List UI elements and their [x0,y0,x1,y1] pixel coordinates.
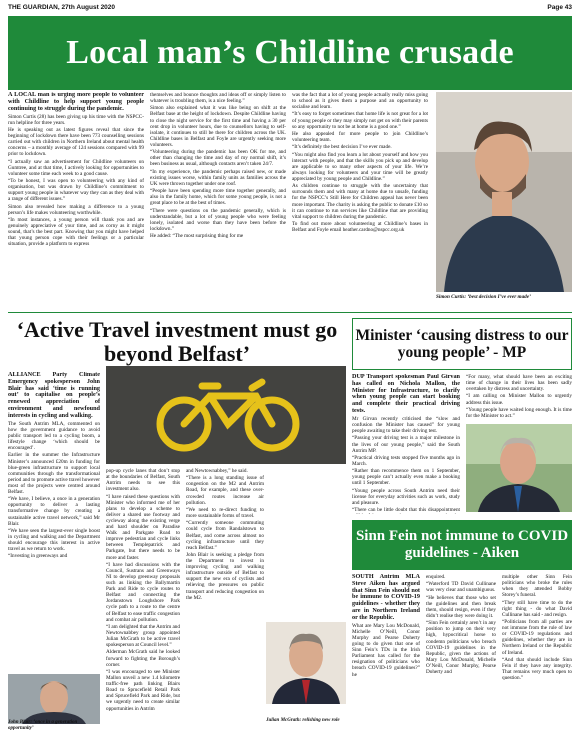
paragraph: The South Antrim MLA, commented on how the government guidance to avoid public transport led to a cycling boom, a lifestyle change ‘which should be encouraged’. [8,420,100,452]
paragraph: “He believes that those who set the guidelines and then break them, should resign, even if they didn’t realise they were doing it. [426,594,496,619]
childline-headline-banner [8,16,572,90]
minister-headline: Minister ‘causing distress to our young people’ - MP [355,327,569,361]
paragraph: Simon also revealed how making a difference to a young person’s life makes volunteering worthwhile. [8,203,144,216]
portrait-illustration [436,92,572,292]
paragraph: themselves and bounce thoughts and ideas off or simply listen to whatever is troubling them, is a nice feeling.” [150,92,286,105]
portrait-illustration [266,622,346,704]
minister-col-2 [466,374,572,422]
active-travel-article [8,372,346,724]
paragraph: “Practical driving tests stopped five months ago in March. [352,454,460,467]
paragraph: “There can be little doubt that this disappointment [352,507,460,514]
childline-caption: Simon Curtis: ‘best decision I’ve ever made’ [436,294,531,300]
sinn-fein-article [352,574,572,730]
paragraph: “In my experience, the pandemic perhaps raised new, or made existing issues worse, within family units as families across the UK were thrown together under one roof. [150,168,286,187]
paragraph: “For many, what should have been an exciting time of change in their lives has been sadly overtaken by distress and uncertainty. [466,374,572,393]
paragraph: “Passing your driving test is a major milestone in the lives of our young people,” said the South Antrim MP. [352,435,460,454]
minister-col-1 [352,374,460,514]
paragraph: What are Mary Lou McDonald, Michelle O’Neill, Conor Murphy and Pearse Doherty going to do given that one of Sinn Fein’s TDs in the Irish Parliament has called for the resignation of politicians who breach COVID-19 guidelines?” he [352,622,420,678]
sinn-fein-lead: SOUTH Antrim MLA Steve Aiken has argued that Sinn Fein should not be immune to COVID-19 guidelines - whether they are in Northern Ireland or the Republic. [352,574,420,621]
paragraph: “We need to re-direct funding to more sustainable forms of travel. [186,506,264,520]
paragraph: Simon also explained what it was like being on shift at the Belfast base at the height of lockdown. Despite Childline having to close the night service for the first time and having a 30 per cent drop in volunteer hours, due to counsellors having to self-isolate, it continues to still be there for children across the UK. Childline bases in Belfast and Foyle are urgently seeking more volunteers. [150,105,286,148]
paragraph: “Politicians from all parties are not immune from the rule of law or COVID-19 regulations and guidelines, whether they are in Northern Ireland or the Republic of Ireland. [502,619,572,656]
paragraph: pop-up cycle lanes that don’t stop at the boundaries of Belfast, South Antrim needs to see this investment also. [106,468,180,493]
minister-article [352,374,572,514]
section-divider [8,312,572,313]
sinn-fein-col-1 [352,574,420,730]
sinn-fein-headline-banner [352,520,572,570]
paragraph: “Rather than recommence them on 1 September, young people can’t actually even make a booking until 1 September. [352,468,460,487]
page-header [8,4,572,16]
paragraph: “People have been spending more time together generally, and also in the family home, which for some young people, is not a great place to be at the best of times. [150,188,286,207]
publication-date: THE GUARDIAN, 27th August 2020 [8,4,116,11]
paragraph: “Waterford TD David Cullinane was very clear and unambiguous. [426,581,496,594]
childline-col-2 [150,92,286,310]
paragraph: “It’s definitely the best decision I’ve ever made. [292,144,392,151]
paragraph: “Investing in greenways and [8,553,68,560]
paragraph: “I was encouraged to see Minister Mallon unveil a new 1.4 kilometre traffic-free path linking Blairs Road to Sprucefield Retail Park and Sprucefield Park and Ride, but we urgently need to create similar opportunities in Antrim [106,668,180,712]
paragraph: Mr Girvan recently criticised the “slow and confusion the Minister has caused” for young people awaiting to take their driving test. [352,415,460,435]
paragraph: and Newtownabbey,” he said. [186,468,248,474]
paragraph: “I have had discussions with the Council, Sustrans and Greenways NI to develop greenway proposals such as linking the Ballymartin Park and Ride to cycle routes to Belfast and connecting the Jordanstown Loughshore Park cycle path to a route to the centre of Belfast to ease traffic congestion and combat air pollution. [106,561,180,623]
paragraph: Earlier in the summer the Infrastructure Minister’s announced £20m in funding for blue-green infrastructure to support local communities through the transformational period and to promote active travel however most of the projects were centred around Belfast. [8,452,100,495]
paragraph: To find out more about volunteering at Childline’s bases in Belfast and Foyle email heather.cardno@nspcc.org.uk [292,221,428,234]
paragraph: “And that should include Sinn Fein if they have any integrity. That remains very much open to question.” [502,656,572,682]
paragraph: Alderman McGrath said he looked forward to fighting the Borough’s corner. [106,649,180,668]
paragraph: enquired. [426,574,446,580]
minister-headline-box [352,318,572,370]
paragraph: “We have, I believe, a once in a generation opportunity to deliver a lasting transformative change by creating a sustainable active travel network,” said Mr Blair. [8,496,100,527]
paragraph: “Currently someone commuting could cycle from Randalstown to Belfast, and come across almost no cycling infrastructure until they reach Belfast.” [186,520,264,551]
paragraph: multiple other Sinn Fein politicians who broke the rules when they attended Bobby Storey’s funeral. [502,574,572,599]
portrait-illustration [466,424,572,512]
julian-mcgrath-photo [266,622,346,704]
sinn-fein-col-3 [502,574,572,730]
active-travel-col-2 [106,468,180,716]
paragraph: “I have raised these questions with Minister who informed me of her plans to develop a scheme to deliver a shared use footway and cycleway along the existing verge and hard shoulder on Paradise Walk and Parkgate Road to improve pedestrian and cycle links between Templepatrick and Parkgate, but there needs to be more and faster. [106,493,180,561]
childline-col-1 [8,92,144,310]
paragraph: He is speaking out as latest figures reveal that since the beginning of lockdown there have been 773 counselling sessions carried out with children in Northern Ireland about mental health concerns – a monthly average of 124 sessions compared with 99 prior to lockdown. [8,126,144,158]
paragraph: “Volunteering during the pandemic has been OK for me, and other than changing the time and day of my normal shift, it’s been business as usual, although contacts aren’t taken 24/7. [150,149,286,168]
paragraph: “It’s easy to forget sometimes that home life is not great for a lot of young people or they may simply not get on with their parents so any opportunity to not be at home is a good one.” [292,111,428,130]
active-travel-col-1 [8,372,100,672]
childline-lead: A LOCAL man is urging more people to volunteer with Childline to help support young people continuing to struggle during the pandemic. [8,92,144,112]
paragraph: “I am calling on Minister Mallon to urgently address this issue. [466,393,572,406]
active-travel-headline: ‘Active Travel investment must go beyond Belfast’ [16,317,338,366]
paul-girvan-photo [466,424,572,512]
paragraph: “In most instances, a young person will thank you and are genuinely appreciative of your time, and as corny as it might sound, that’s the best part. Knowing that you might have helped that young person cope with their feelings or a particular situation, provide a platform to express [8,217,144,248]
paragraph: was the fact that a lot of young people actually really miss going to school as it gives them a purpose and an opportunity to socialise and learn. [292,92,428,111]
paragraph: Simon Curtis (28) has been giving up his time with the NSPCC-run helpline for three years. [8,113,144,126]
paragraph: “Young people have waited long enough. It is time for the Minister to act.” [466,406,572,419]
childline-col-3 [292,92,428,310]
paragraph: “Young people across South Antrim need their license for everyday activities such as work, study and pleasure. [352,487,460,506]
portrait-illustration [8,674,100,724]
bike-lane-photo [106,366,346,464]
paragraph: He also appealed for more people to join Childline’s volunteering team. [292,130,428,144]
childline-article [8,92,572,310]
simon-curtis-photo [436,92,572,292]
minister-lead: DUP Transport spokesman Paul Girvan has called on Nichola Mallon, the Minister for Infrastructure, to clarify when young people can start booking and complete their practical driving tests. [352,374,460,414]
active-travel-col-3 [186,468,264,618]
paragraph: “We have seen the largest-ever single boost in cycling and walking and the Department should encourage this interest in active travel as we return to work. [8,527,100,553]
childline-headline: Local man’s Childline crusade [66,34,514,71]
page-number: Page 43 [547,4,572,11]
sinn-fein-headline: Sinn Fein not immune to COVID guidelines - Aiken [355,528,569,561]
paragraph: He added: “The most surprising thing for me [150,233,244,240]
sinn-fein-col-2 [426,574,496,730]
paragraph: “I am delighted that the Antrim and Newtownabbey group appointed Julian McGrath to be active travel spokesperson at Council level.” [106,623,180,649]
paragraph: “To be honest, I was open to volunteering with any kind of organisation, but was drawn by Childline’s commitment to support young people in whatever way they can as they deal with a range of different issues.” [8,178,144,203]
john-blair-photo [8,674,100,724]
paragraph: “I actually saw an advertisement for Childline volunteers on Gumtree, and at that time, I actively looking for opportunities to volunteer some time each week to a good cause. [8,158,144,177]
paragraph: “They still have time to do the right thing - do what David Cullinane has said - and resign. [502,599,572,618]
julian-mcgrath-caption: Julian McGrath: relishing new role [266,718,340,723]
paragraph: John Blair is seeking a pledge from the Department to invest in improving cycling and walking infrastructure outside of Belfast to support the new era of cyclists and relieving the pressures on public transport and reducing congestion on the M2. [186,551,264,601]
paragraph: “Sinn Fein certainly aren’t in any position to jump on their very high, hypocritical horse to condemn politicians who breach COVID-19 guidelines in the Republic, given the actions of Mary Lou McDonald, Michelle O’Neill, Conor Murphy, Pearse Doherty and [426,620,496,675]
paragraph: “There is a long standing issue of congestion on the M2 and Antrim Road, for example, and these over-crowded routes increase air pollution. [186,475,264,506]
paragraph: “You might also find you learn a lot about yourself and how you interact with people, and that the skills you pick up and develop are applicable to so many other aspects of your life. We’re always looking for volunteers and your time will be greatly appreciated by young people and Childline.” [292,151,428,182]
john-blair-caption: John Blair: ‘once in a generation opportunity’ [8,720,78,731]
paragraph: “There were questions on the pandemic generally, which is understandable, but a lot of young people who were feeling lonely, isolated and worse than they have been before the lockdown.” [150,207,286,232]
cycle-lane-illustration [106,366,346,464]
paragraph: As children continue to struggle with the uncertainty that surrounds them and with many at home due to unsafe, funding for the NSPCC’s Still Here for Children appeal has never been more important. The charity is asking the public to donate £10 so it can continue to run services like Childline that are providing vital support to children during the pandemic. [292,183,428,220]
active-travel-lead: ALLIANCE Party Climate Emergency spokesperson John Blair has said ‘time is running out’ to capitalise on people’s renewed appreciation of environment and newfound interests in cycling and walking. [8,372,100,419]
